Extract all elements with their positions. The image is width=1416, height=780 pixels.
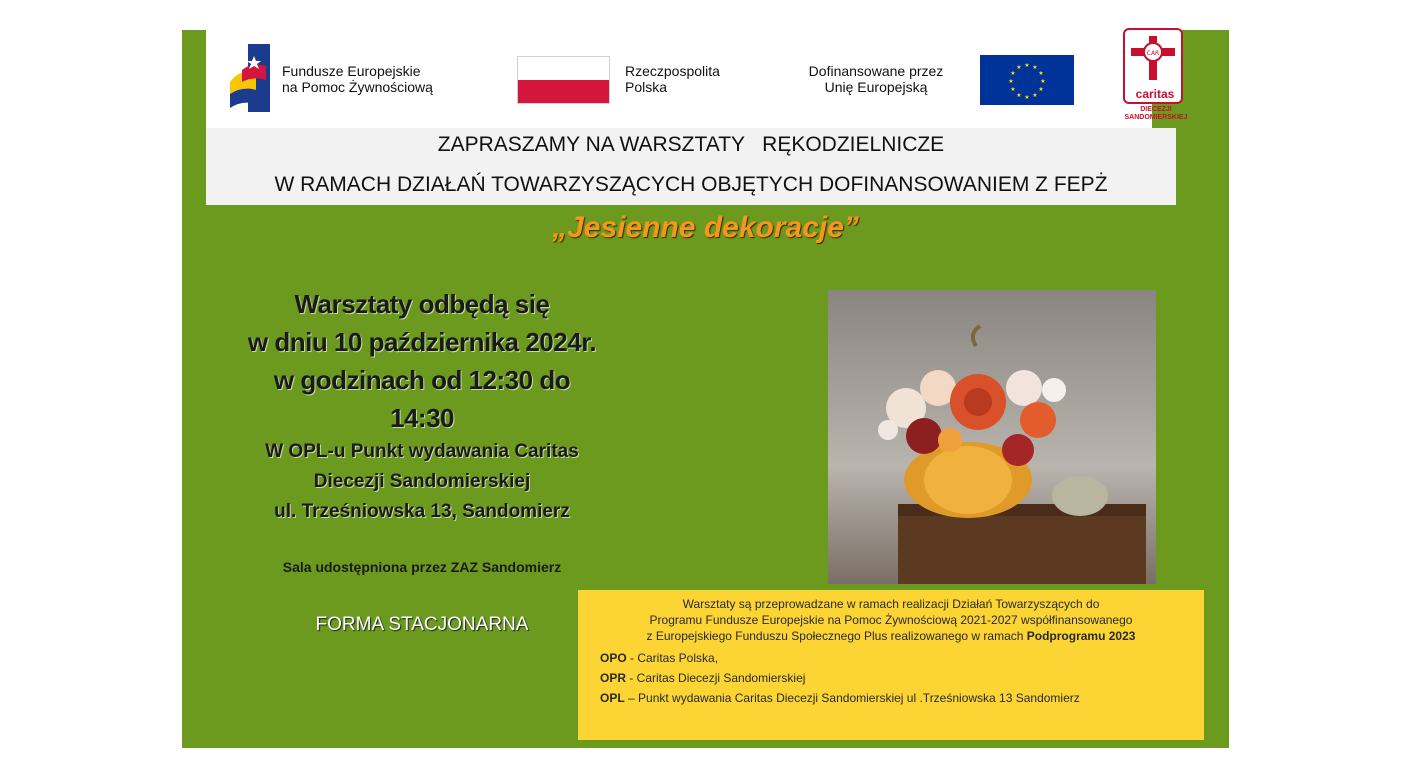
info-opr <box>600 668 1080 688</box>
opr-text: - Caritas Diecezji Sandomierskiej <box>626 671 806 685</box>
info-line-3 <box>578 628 1204 644</box>
fe-line-2: na Pomoc Żywnościową <box>282 79 433 95</box>
svg-text:★: ★ <box>1008 78 1014 85</box>
details-line-7: ul. Trześniowska 13, Sandomierz <box>274 501 570 522</box>
svg-text:★: ★ <box>1040 78 1046 85</box>
funding-info-center <box>578 596 1204 644</box>
info-opo <box>600 648 1080 668</box>
svg-text:★: ★ <box>1024 94 1030 101</box>
opr-label: OPR <box>600 671 627 685</box>
logo-bar <box>206 30 1188 128</box>
caritas-diocese-line-1: DIECEZJI <box>1140 106 1172 113</box>
svg-text:★: ★ <box>1038 70 1044 77</box>
eu-line-1: Dofinansowane przez <box>808 63 944 79</box>
opl-label: OPL <box>600 691 625 705</box>
svg-text:★: ★ <box>1016 64 1022 71</box>
fe-line-1: Fundusze Europejskie <box>282 63 421 79</box>
funding-info-list <box>600 648 1080 708</box>
info-opl <box>600 688 1080 708</box>
details-line-3: w godzinach od 12:30 do <box>273 365 571 395</box>
workshop-subtitle: „Jesienne dekoracje” <box>552 211 859 244</box>
svg-text:★: ★ <box>1032 92 1038 99</box>
details-line-5: W OPL-u Punkt wydawania Caritas <box>265 441 579 462</box>
svg-text:CAR: CAR <box>1146 50 1160 57</box>
info-line-1: Warsztaty są przeprowadzane w ramach realizacji Działań Towarzyszących do <box>682 597 1100 611</box>
opl-text: – Punkt wydawania Caritas Diecezji Sandomierskiej ul .Trześniowska 13 Sandomierz <box>624 691 1080 705</box>
eu-flag-icon <box>980 55 1074 105</box>
svg-text:★: ★ <box>1010 70 1016 77</box>
pl-logo-text <box>625 63 720 95</box>
details-line-2: w dniu 10 października 2024r. <box>247 327 597 357</box>
form-label: FORMA STACJONARNA <box>315 614 529 635</box>
event-details <box>202 285 642 527</box>
svg-text:★: ★ <box>1016 92 1022 99</box>
funding-info-box <box>578 590 1204 740</box>
svg-text:★: ★ <box>1038 86 1044 93</box>
details-line-6: Diecezji Sandomierskiej <box>313 471 531 492</box>
pl-line-2: Polska <box>625 79 668 95</box>
details-line-1: Warsztaty odbędą się <box>294 289 550 319</box>
fe-logo-text <box>282 63 433 95</box>
eu-line-2: Unię Europejską <box>824 79 928 95</box>
info-line-3-bold: Podprogramu 2023 <box>1026 629 1136 643</box>
poster <box>182 30 1229 748</box>
autumn-flowers-photo <box>828 290 1156 584</box>
svg-text:★: ★ <box>1024 62 1030 69</box>
pl-line-1: Rzeczpospolita <box>625 63 720 79</box>
caritas-diocese-line-2: SANDOMIERSKIEJ <box>1124 114 1188 121</box>
svg-text:★: ★ <box>1010 86 1016 93</box>
opo-text: - Caritas Polska, <box>626 651 719 665</box>
fe-flag-logo <box>226 44 270 112</box>
caritas-emblem <box>1123 28 1183 104</box>
caritas-cross-icon <box>1125 30 1181 86</box>
svg-text:★: ★ <box>1032 64 1038 71</box>
opo-label: OPO <box>600 651 627 665</box>
caritas-diocese <box>1116 106 1196 122</box>
venue-note: Sala udostępniona przez ZAZ Sandomierz <box>282 559 562 575</box>
info-line-3-text: z Europejskiego Funduszu Społecznego Plus realizowanego w ramach <box>646 629 1027 643</box>
title-line-1: ZAPRASZAMY NA WARSZTATY RĘKODZIELNICZE <box>437 133 945 156</box>
eu-logo-text <box>786 63 966 95</box>
details-line-4: 14:30 <box>390 403 454 433</box>
caritas-word: caritas <box>1135 87 1175 101</box>
polish-flag <box>517 56 610 104</box>
title-line-2: W RAMACH DZIAŁAŃ TOWARZYSZĄCYCH OBJĘTYCH DOFINANSOWANIEM Z FEPŻ <box>274 173 1108 196</box>
title-bar <box>206 128 1176 205</box>
caritas-logo <box>1122 28 1188 132</box>
info-line-2: Programu Fundusze Europejskie na Pomoc Żywnościową 2021-2027 współfinansowanego <box>649 613 1133 627</box>
